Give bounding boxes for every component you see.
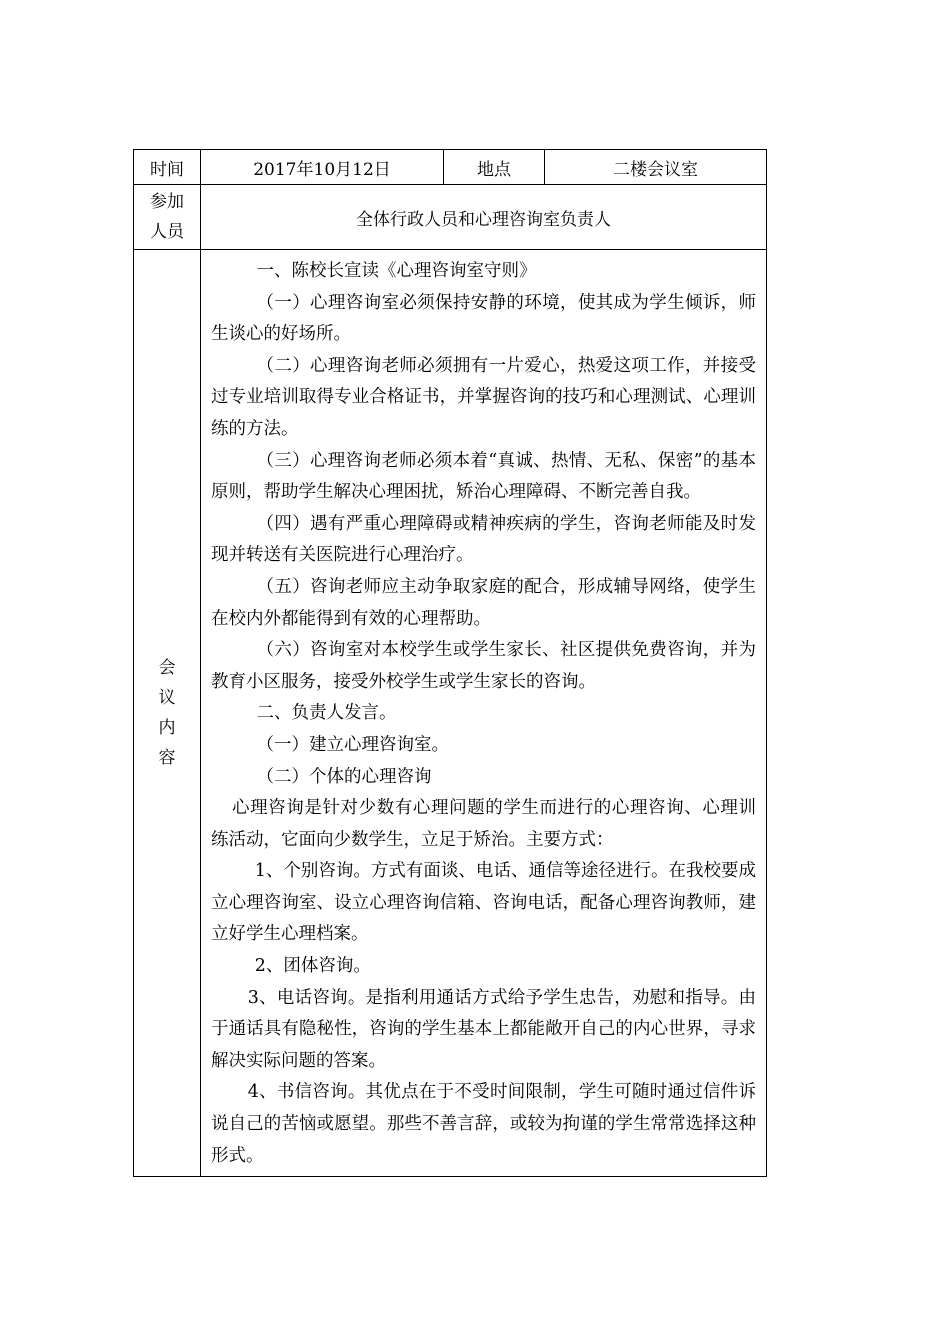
content-label-char: 会 [158,658,176,679]
content-label-char: 容 [158,748,176,769]
content-label-char: 内 [158,718,176,739]
meeting-minutes-table [133,149,767,1177]
rule-paragraph: （五）咨询老师应主动争取家庭的配合，形成辅导网络，使学生在校内外都能得到有效的心理帮助。 [211,576,756,629]
method-paragraph: 4、书信咨询。其优点在于不受时间限制，学生可随时通过信件诉说自己的苦恼或愿望。那些不善言辞，或较为拘谨的学生常常选择这种形式。 [211,1082,756,1166]
rule-paragraph: （三）心理咨询老师必须本着“真诚、热情、无私、保密”的基本原则，帮助学生解决心理困扰，矫治心理障碍、不断完善自我。 [211,450,756,503]
rule-paragraph: （一）心理咨询室必须保持安静的环境，使其成为学生倾诉，师生谈心的好场所。 [211,292,756,345]
attendees-label [134,185,201,250]
body-paragraph: 心理咨询是针对少数有心理问题的学生而进行的心理咨询、心理训练活动，它面向少数学生，立足于矫治。主要方式： [211,798,756,850]
method-paragraph: 1、个别咨询。方式有面谈、电话、通信等途径进行。在我校要成立心理咨询室、设立心理咨询信箱、咨询电话，配备心理咨询教师，建立好学生心理档案。 [211,861,756,945]
attendees-label-line1: 参加 [150,192,184,212]
subsection-heading: （一）建立心理咨询室。 [256,734,449,755]
content-body [201,250,767,1177]
time-label: 时间 [134,150,201,185]
place-value: 二楼会议室 [545,150,767,185]
attendees-label-line2: 人员 [150,222,184,242]
rule-paragraph: （四）遇有严重心理障碍或精神疾病的学生，咨询老师能及时发现并转送有关医院进行心理治疗。 [211,513,756,566]
attendees-value: 全体行政人员和心理咨询室负责人 [201,185,767,250]
section-heading: 二、负责人发言。 [256,703,397,724]
method-paragraph: 2、团体咨询。 [254,956,371,977]
attendees-row [134,185,767,250]
content-row [134,250,767,1177]
content-label-char: 议 [158,688,176,709]
section-heading: 一、陈校长宣读《心理咨询室守则》 [256,261,537,281]
place-label: 地点 [444,150,545,185]
method-paragraph: 3、电话咨询。是指利用通话方式给予学生忠告，劝慰和指导。由于通话具有隐秘性，咨询的学生基本上都能敞开自己的内心世界，寻求解决实际问题的答案。 [211,987,756,1071]
header-row [134,150,767,185]
rule-paragraph: （二）心理咨询老师必须拥有一片爱心，热爱这项工作，并接受过专业培训取得专业合格证书，并掌握咨询的技巧和心理测试、心理训练的方法。 [211,355,756,439]
rule-paragraph: （六）咨询室对本校学生或学生家长、社区提供免费咨询，并为教育小区服务，接受外校学生或学生家长的咨询。 [211,640,756,692]
content-label [134,250,201,1177]
time-value: 2017年10月12日 [201,150,444,185]
subsection-heading: （二）个体的心理咨询 [256,766,432,787]
